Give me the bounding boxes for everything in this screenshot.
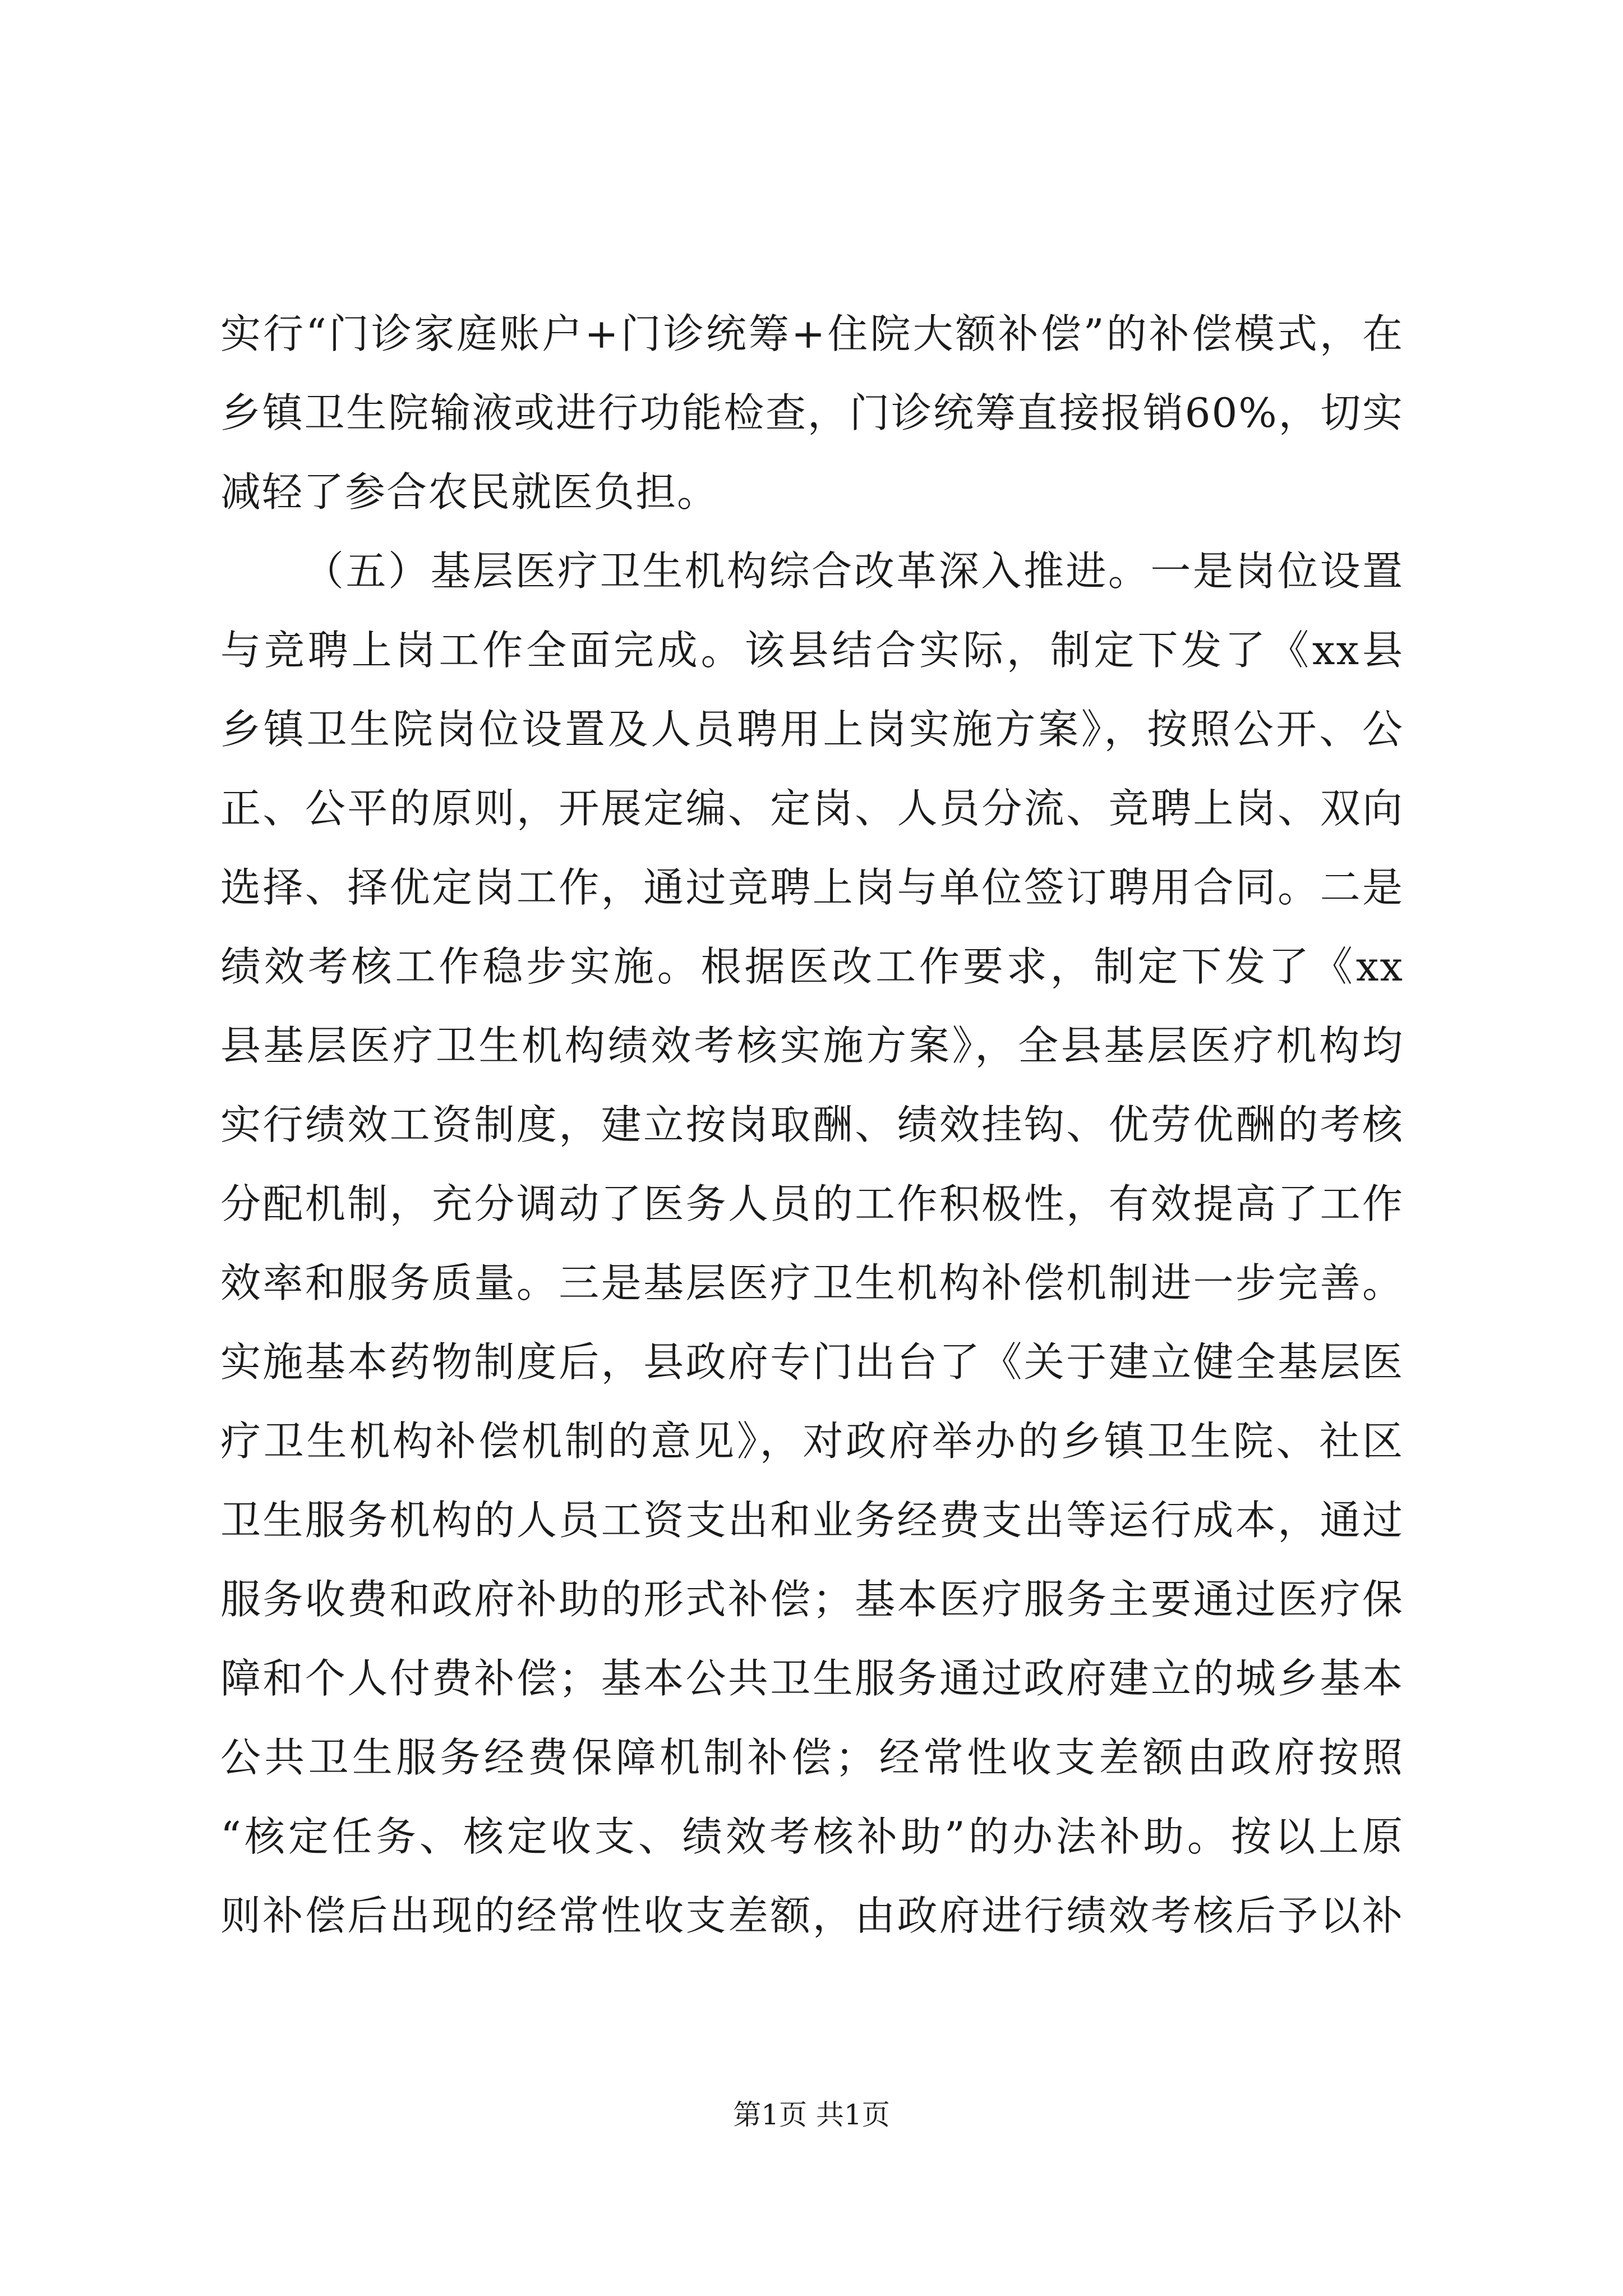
paragraph-2-line-9: 分配机制，充分调动了医务人员的工作积极性，有效提高了工作 — [220, 1180, 1404, 1227]
paragraph-2-line-1: （五）基层医疗卫生机构综合改革深入推进。一是岗位设置 — [303, 547, 1404, 595]
paragraph-2-line-10: 效率和服务质量。三是基层医疗卫生机构补偿机制进一步完善。 — [220, 1259, 1404, 1306]
paragraph-2-line-14: 服务收费和政府补助的形式补偿；基本医疗服务主要通过医疗保 — [220, 1576, 1404, 1623]
paragraph-2-line-18: 则补偿后出现的经常性收支差额，由政府进行绩效考核后予以补 — [220, 1892, 1404, 1939]
paragraph-2-line-15: 障和个人付费补偿；基本公共卫生服务通过政府建立的城乡基本 — [220, 1655, 1404, 1702]
paragraph-2-line-11: 实施基本药物制度后，县政府专门出台了《关于建立健全基层医 — [220, 1338, 1404, 1386]
paragraph-2-line-2: 与竞聘上岗工作全面完成。该县结合实际，制定下发了《xx县 — [220, 627, 1404, 674]
paragraph-2-line-6: 绩效考核工作稳步实施。根据医改工作要求，制定下发了《xx — [220, 943, 1404, 990]
body-text — [220, 295, 1404, 1955]
paragraph-1-line-3: 减轻了参合农民就医负担。 — [220, 468, 719, 516]
paragraph-2-line-4: 正、公平的原则，开展定编、定岗、人员分流、竞聘上岗、双向 — [220, 785, 1404, 832]
paragraph-2-line-8: 实行绩效工资制度，建立按岗取酬、绩效挂钩、优劳优酬的考核 — [220, 1101, 1404, 1148]
paragraph-1-line-1: 实行“门诊家庭账户+门诊统筹+住院大额补偿”的补偿模式，在 — [220, 310, 1404, 357]
paragraph-2-line-7: 县基层医疗卫生机构绩效考核实施方案》，全县基层医疗机构均 — [220, 1022, 1404, 1069]
page-footer: 第1页 共1页 — [733, 2099, 890, 2131]
paragraph-2-line-13: 卫生服务机构的人员工资支出和业务经费支出等运行成本，通过 — [220, 1497, 1404, 1544]
paragraph-2-line-17: “核定任务、核定收支、绩效考核补助”的办法补助。按以上原 — [220, 1813, 1404, 1860]
paragraph-2-line-3: 乡镇卫生院岗位设置及人员聘用上岗实施方案》，按照公开、公 — [220, 706, 1404, 753]
paragraph-2-line-16: 公共卫生服务经费保障机制补偿；经常性收支差额由政府按照 — [220, 1734, 1404, 1781]
paragraph-2-line-5: 选择、择优定岗工作，通过竞聘上岗与单位签订聘用合同。二是 — [220, 864, 1404, 911]
paragraph-1-line-2: 乡镇卫生院输液或进行功能检查，门诊统筹直接报销60%，切实 — [220, 389, 1404, 436]
paragraph-2-line-12: 疗卫生机构补偿机制的意见》，对政府举办的乡镇卫生院、社区 — [220, 1418, 1404, 1465]
